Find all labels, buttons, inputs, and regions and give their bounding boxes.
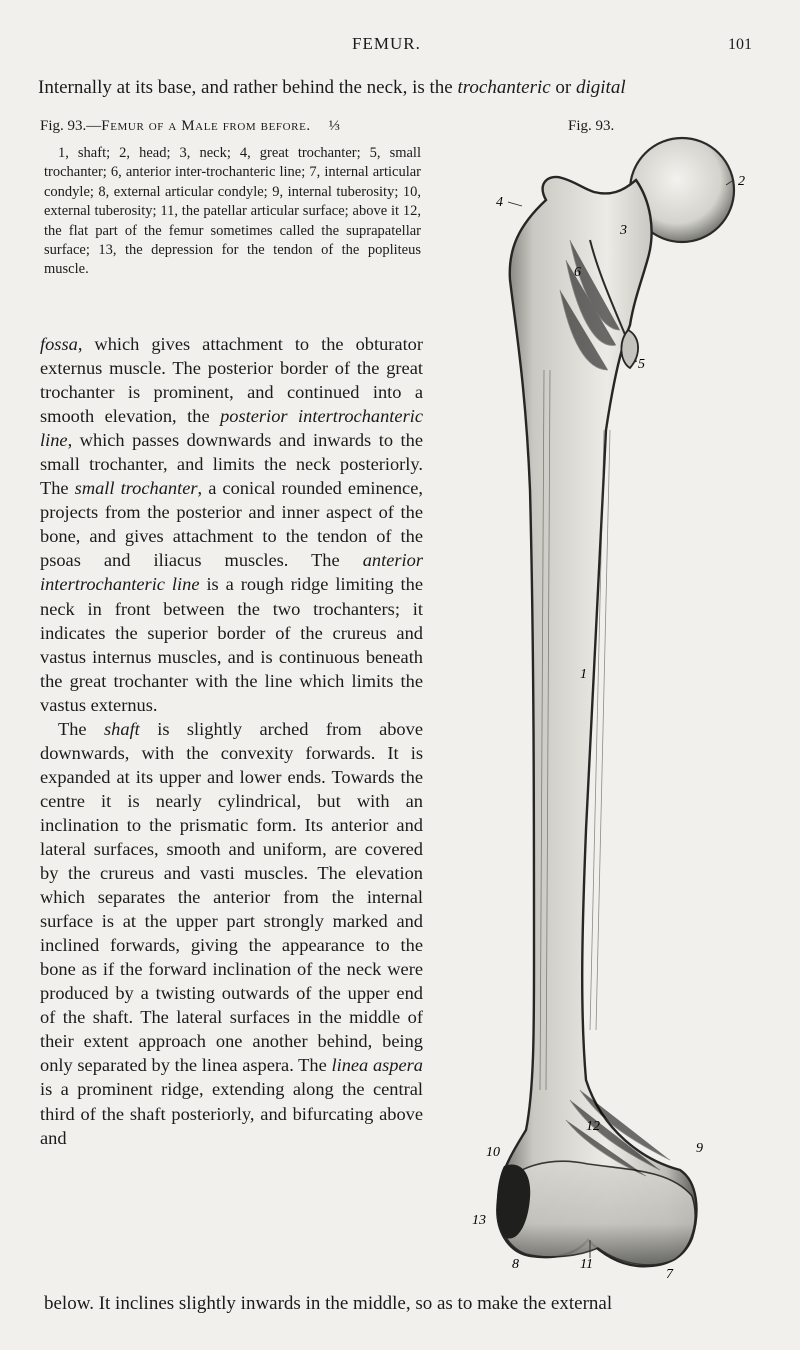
femur-illustration	[470, 130, 770, 1290]
body-text	[40, 332, 423, 1150]
callout-5: 5	[638, 357, 645, 372]
callout-4: 4	[496, 195, 503, 210]
callout-1: 1	[580, 667, 587, 682]
paragraph-text: , which passes downwards and inwards to the small trochanter, and limits the neck posteriorly. The	[40, 430, 423, 499]
callout-3: 3	[620, 223, 627, 238]
top-line-text: Internally at its base, and rather behind the neck	[38, 77, 403, 98]
top-line-text: or	[550, 77, 576, 98]
callout-7: 7	[666, 1267, 673, 1282]
top-text-line	[38, 76, 768, 100]
running-head	[0, 34, 800, 58]
figure-label: Fig. 93.	[568, 118, 615, 134]
callout-9: 9	[696, 1141, 703, 1156]
figure-caption	[40, 118, 440, 135]
paragraph-text: The	[58, 718, 105, 739]
small-trochanter	[621, 330, 638, 368]
paragraph-fossa	[40, 332, 423, 717]
page-number: 101	[728, 36, 752, 53]
callout-13: 13	[472, 1213, 486, 1228]
top-line-comma: ,	[402, 77, 408, 98]
term-linea-aspera: linea aspera	[331, 1055, 424, 1076]
paragraph-text: is a prominent ridge, extending along the central third of the shaft posteriorly, and bifurcating above and	[40, 1079, 423, 1148]
term-fossa: fossa	[40, 334, 78, 354]
callout-11: 11	[580, 1257, 593, 1272]
running-title: FEMUR.	[352, 34, 421, 53]
term-anterior-intertrochanteric-line: anterior intertrochanteric line	[40, 550, 423, 595]
figure-legend: 1, shaft; 2, head; 3, neck; 4, great trochanter; 5, small trochanter; 6, anterior inter-trochanteric line; 7, internal articular condyle; 8, external articular condyle; 9, internal tuberosity; 10, external tuberosity; 11, the patellar articular surface; above it 12, the flat part of the femur sometimes called the suprapatellar surface; 13, the depression for the tendon of the popliteus muscle.	[44, 145, 421, 278]
term-small-trochanter: small trochanter	[74, 478, 198, 499]
paragraph-text: , which gives attachment to the obturator externus muscle. The posterior border of the great trochanter is prominent, and continued into a smooth elevation, the	[40, 334, 423, 427]
figure-caption-title: Femur of a Male from before.	[101, 118, 311, 134]
callout-10: 10	[486, 1145, 500, 1160]
callout-8: 8	[512, 1257, 519, 1272]
paragraph-shaft	[40, 717, 423, 1150]
figure-scale: ⅓	[328, 118, 341, 134]
top-line-text: is the	[407, 77, 458, 98]
callout-12: 12	[586, 1119, 600, 1134]
term-digital: digital	[576, 77, 626, 98]
paragraph-text: is a rough ridge limiting the neck in front between the two trochanters; it indicates the superior border of the crureus and vastus internus muscles, and is continuous beneath the great trochanter with the line which limits the vastus externus.	[40, 574, 424, 715]
callout-6: 6	[574, 265, 581, 280]
callout-2: 2	[738, 174, 745, 189]
figure-caption-number: Fig. 93.—	[40, 118, 102, 134]
term-shaft: shaft	[104, 718, 140, 739]
term-trochanteric: trochanteric	[457, 77, 551, 98]
bottom-text-line: below. It inclines slightly inwards in the middle, so as to make the external	[44, 1293, 613, 1314]
paragraph-text: is slightly arched from above downwards, with the convexity forwards. It is expanded at its upper and lower ends. Towards the centre it is nearly cylindrical, but with an inclination to the prismatic form. Its anterior and lateral surfaces, smooth and uniform, are covered by the crureus and vasti muscles. The elevation which separates the anterior from the internal surface is at the upper part strongly marked and inclined forwards, giving the appearance to the bone as if the forward inclination of the neck were produced by a twisting outwards of the upper end of the shaft. The lateral surfaces in the middle of their extent approach one another behind, being only separated by the linea aspera. The	[40, 718, 423, 1076]
term-posterior-intertrochanteric-line: posterior intertrochanteric line	[40, 406, 424, 451]
paragraph-text: , a conical rounded eminence, projects from the posterior and inner aspect of the bone, and gives attachment to the tendon of the psoas and iliacus muscles. The	[40, 478, 423, 571]
